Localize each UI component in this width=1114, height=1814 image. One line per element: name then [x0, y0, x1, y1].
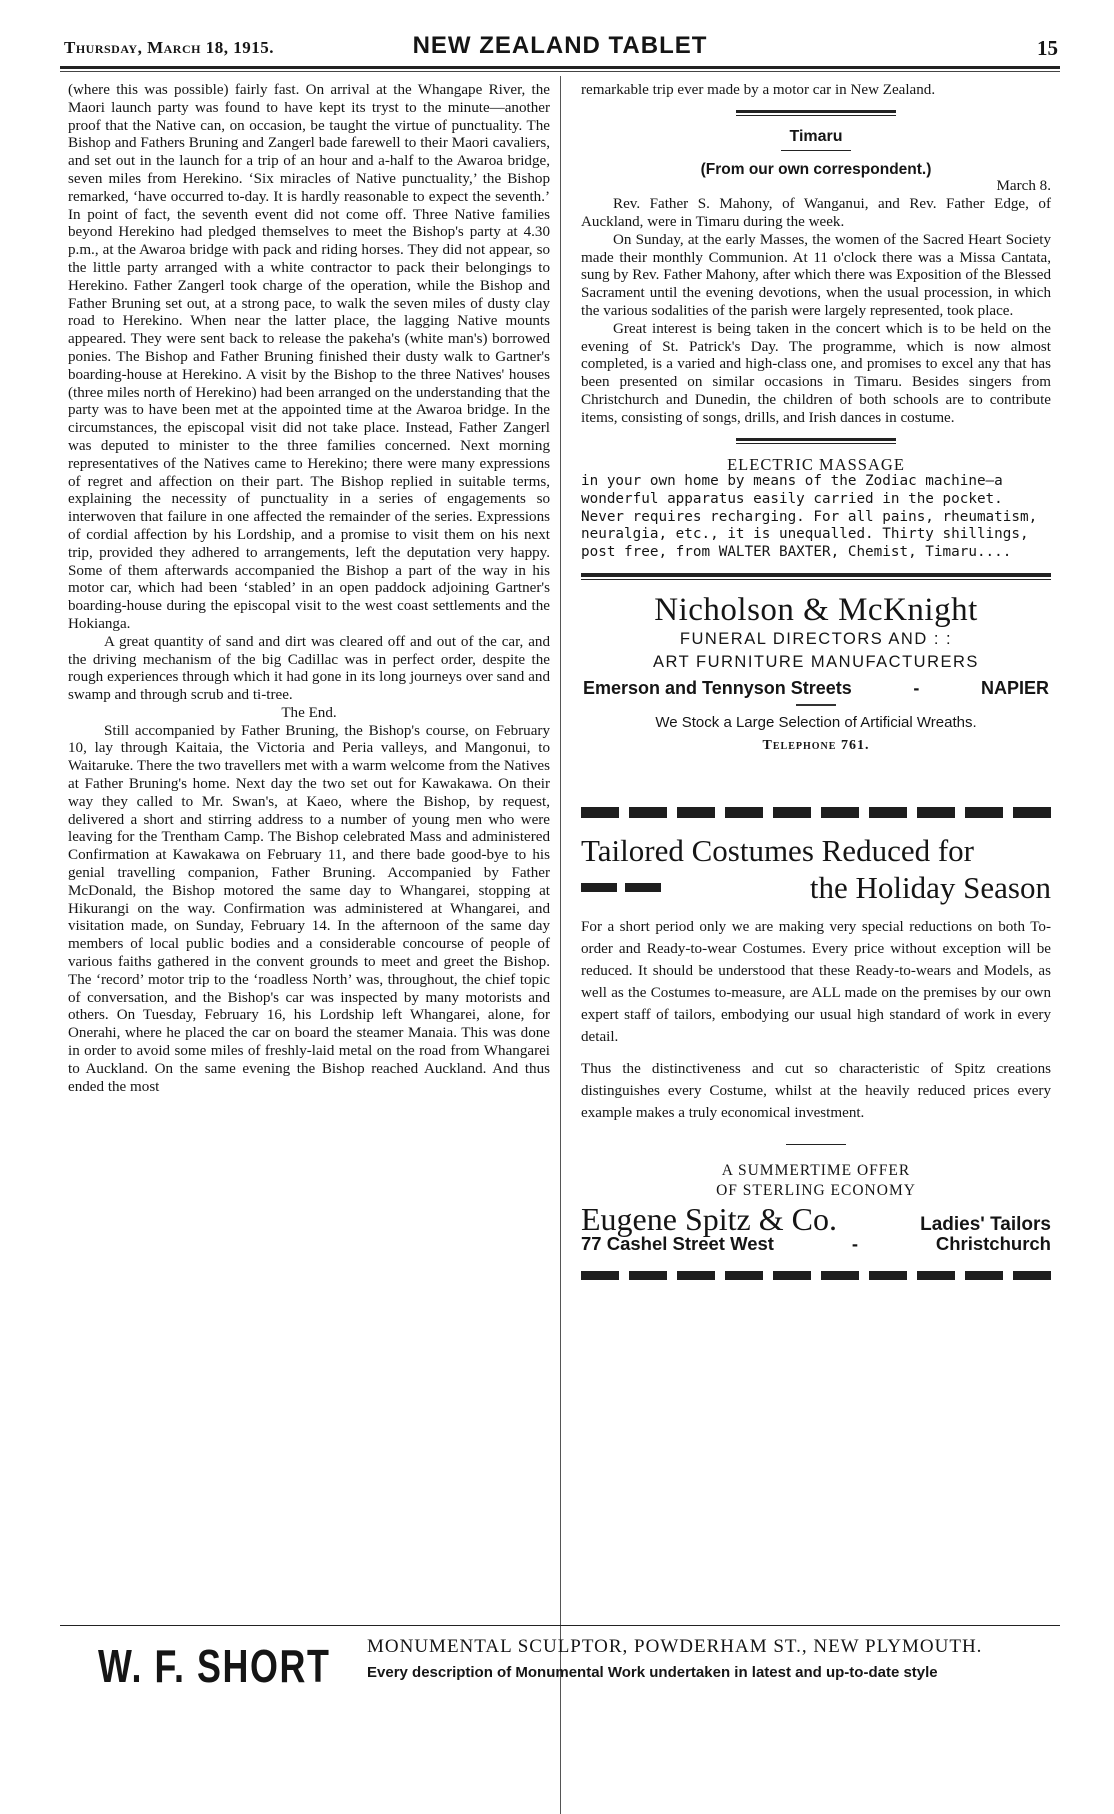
page-number: 15: [1037, 36, 1058, 60]
electric-massage-heading: ELECTRIC MASSAGE: [727, 454, 905, 474]
spitz-headline-2: the Holiday Season: [809, 869, 1051, 905]
nicholson-mcknight-ad: [581, 592, 1051, 754]
running-head: [60, 30, 1060, 64]
decorative-bars: [581, 883, 711, 892]
spitz-firm-name: Eugene Spitz & Co.: [581, 1200, 837, 1237]
spitz-firm-tail: Ladies' Tailors: [920, 1213, 1051, 1235]
telephone: Telephone 761.: [762, 737, 870, 753]
ad-divider-thin: [581, 579, 1051, 580]
article-paragraph: Still accompanied by Father Bruning, the Bishop's course, on February 10, lay through Kaitaia, the Victoria and Peria valleys, and Mangonui, to Waitaruke. There the two travellers met with a warm welcome from the Natives at Father Bruning's home. Next day the two set out for Kawakawa. On their way they called to Mr. Swan's, at Kaeo, where the Bishop, by request, delivered a short and stirring address to a number of young men who were leaving for the Trentham Camp. The Bishop celebrated Mass and administered Confirmation at Kawakawa on February 11, and there bade good-bye to his genial travelling companion, Father Bruning. Accompanied by Father McDonald, the Bishop motored the same day to Whangarei, stopping at Hikurangi on the way. Confirmation was administered at Whangarei, and visitation made, on Sunday, February 14. In the afternoon of the same day members of local public bodies and a considerable concourse of people of various faiths gathered in the convent grounds to meet and greet the Bishop. The ‘record’ motor trip to the ‘roadless North’ was, throughout, the chief topic of conversation, and the Bishop's car was inspected by many motorists and others. On Tuesday, February 16, his Lordship left Whangarei, alone, for Onerahi, where he placed the car on board the steamer Manaia. This was done in order to avoid some miles of freshly-laid metal on the road from Whangarei to Auckland. On the same evening the Bishop reached Auckland. And thus ended the most: [68, 722, 550, 1095]
article-paragraph: (where this was possible) fairly fast. On arrival at the Whangape River, the Maori launch party was found to have kept its tryst to the minute—another proof that the Native can, on occasion, be taught the virtue of punctuality. The Bishop and Fathers Bruning and Zangerl bade farewell to their Maori cavaliers, and set out in the launch for a trip of an hour and a-half to the Awaroa bridge, seven miles from Herekino. ‘Six miracles of Native punctuality,’ the Bishop remarked, ‘have occurred to-day. It is hardly reasonable to expect the seventh.’ In point of fact, the seventh event did not come off. Three Native families beyond Herekino had pledged themselves to meet the Bishop's party at 4.30 p.m., at the Awaroa bridge with pack and riding horses. They did not appear, so the little party arranged with a white contractor to pack their belongings to Herekino. Father Zangerl took charge of the operation, while the Bishop and Father Bruning set out, at a strong pace, to walk the seven miles of dusty clay road to Herekino. When near the latter place, the lagging Native mounts appeared. They were sent back to release the pakeha's (white man's) borrowed ponies. The Bishop and Father Bruning finished their dusty walk to Gartner's boarding-house at Herekino. A visit by the Bishop to the three Natives' houses (three miles north of Herekino) had been arranged on the understanding that the party was to have been met at the appointed time at the Awaroa bridge. In the circumstances, the episcopal visit did not take place. Instead, Father Zangerl was deputed to minister to the three families concerned. Next morning representatives of the Natives came to Herekino; there were many expressions of regret and affection on their part. The Bishop replied in suitable terms, explaining the necessity of punctuality in a series of engagements so interwoven that failure in one affected the remainder of the series. Expressions of cordial affection by his Lordship, and a promise to visit them on his next trip, provided they adhered to arrangements, left the deputation very happy. Some of them afterwards accompanied the Bishop a part of the way in his motor car, which had been ‘stabled’ in an open paddock adjoining Gartner's boarding-house during the episcopal visit to the west coast settlements and the Hokianga.: [68, 82, 550, 632]
offer-line: OF STERLING ECONOMY: [716, 1181, 916, 1199]
section-divider: [736, 438, 896, 444]
news-paragraph: On Sunday, at the early Masses, the women of the Sacred Heart Society made their monthly Communion. At 11 o'clock there was a Missa Cantata, sung by Rev. Father Mahony, after which there was Exposition of the Blessed Sacrament until the evening devotions, when the usual procession, in which the various sodalities of the parish were largely represented, took place.: [581, 231, 1051, 319]
address-town: Christchurch: [935, 1233, 1051, 1255]
spitz-address: [581, 1235, 1051, 1253]
left-column: [68, 82, 550, 1800]
article-paragraph: A great quantity of sand and dirt was cleared off and out of the car, and the driving mechanism of the big Cadillac was in perfect order, despite the rough experiences through which it had gone in its long journeys over sand and swamp and through scrub and ti-tree.: [68, 633, 550, 704]
issue-date: Thursday, March 18, 1915.: [64, 38, 274, 57]
spitz-ad: [581, 832, 1051, 1281]
footer-ad-line1: MONUMENTAL SCULPTOR, POWDERHAM ST., NEW PLYMOUTH.: [367, 1636, 983, 1657]
electric-massage-body: in your own home by means of the Zodiac machine—a wonderful apparatus easily carried in the pocket. Never requires recharging. For all pains, rheumatism, neuralgia, etc., it is unequalled. Thirty shillings, post free, from WALTER BAXTER, Chemist, Timaru....: [581, 473, 1038, 560]
decorative-bar: [581, 807, 1051, 818]
timaru-heading: Timaru: [789, 127, 843, 145]
column-divider: [560, 76, 561, 1814]
spitz-firm-row: [581, 1200, 1051, 1237]
address-street: 77 Cashel Street West: [581, 1233, 774, 1255]
ad-rule: [786, 1144, 846, 1145]
news-paragraph: Rev. Father S. Mahony, of Wanganui, and Rev. Father Edge, of Auckland, were in Timaru during the week.: [581, 196, 1051, 230]
spitz-body: [581, 916, 1051, 1124]
decorative-bar: [581, 1271, 1051, 1280]
footer-rule: [60, 1625, 1060, 1626]
firm-address: [581, 680, 1051, 698]
news-paragraph: Great interest is being taken in the concert which is to be held on the evening of St. Patrick's Day. The programme, which is now almost completed, is a varied and high-class one, and promises to excel any that has been presented on similar occasions in Timaru. Besides singers from Christchurch and Dunedin, the children of both schools are to contribute items, consisting of songs, drills, and Irish dances in costume.: [581, 320, 1051, 426]
offer-line: A SUMMERTIME OFFER: [721, 1161, 911, 1179]
dateline: March 8.: [996, 178, 1051, 195]
ornament-rule: [796, 704, 836, 706]
correspondent-byline: (From our own correspondent.): [700, 160, 932, 178]
address-town: NAPIER: [980, 678, 1049, 699]
address-dash: -: [851, 1233, 858, 1255]
heading-rule: [781, 150, 851, 151]
address-street: Emerson and Tennyson Streets: [583, 678, 852, 699]
footer-ad-name: W. F. SHORT: [98, 1640, 331, 1692]
firm-trade: FUNERAL DIRECTORS AND : :: [679, 630, 953, 649]
spitz-headline-1: Tailored Costumes Reduced for: [581, 832, 974, 868]
article-subhead: The End.: [281, 704, 337, 721]
firm-name: Nicholson & McKnight: [654, 592, 978, 629]
section-divider: [736, 110, 896, 116]
footer-ad-line2: Every description of Monumental Work undertaken in latest and up-to-date style: [367, 1664, 938, 1681]
header-rule-thin: [60, 71, 1060, 72]
article-continuation: remarkable trip ever made by a motor car in New Zealand.: [581, 82, 936, 98]
address-dash: -: [913, 678, 920, 699]
spitz-headline-2-row: [581, 869, 1051, 906]
stock-line: We Stock a Large Selection of Artificial Wreaths.: [655, 713, 977, 731]
masthead-title: NEW ZEALAND TABLET: [412, 32, 708, 59]
spitz-paragraph: Thus the distinctiveness and cut so characteristic of Spitz creations distinguishes every Costume, whilst at the heavily reduced prices every example makes a truly economical investment.: [581, 1060, 1051, 1121]
header-rule: [60, 66, 1060, 69]
firm-trade: ART FURNITURE MANUFACTURERS: [653, 653, 979, 672]
ad-divider: [581, 573, 1051, 577]
spitz-paragraph: For a short period only we are making very special reductions on both To-order and Ready-to-wear Costumes. Every price without exception will be reduced. It should be understood that these Ready-to-wears and Models, as well as the Costumes to-measure, are ALL made on the premises by our own expert staff of tailors, embodying our usual high standard of work in every detail.: [581, 918, 1051, 1045]
footer-ad: [70, 1633, 1070, 1703]
right-column: [581, 82, 1051, 1280]
